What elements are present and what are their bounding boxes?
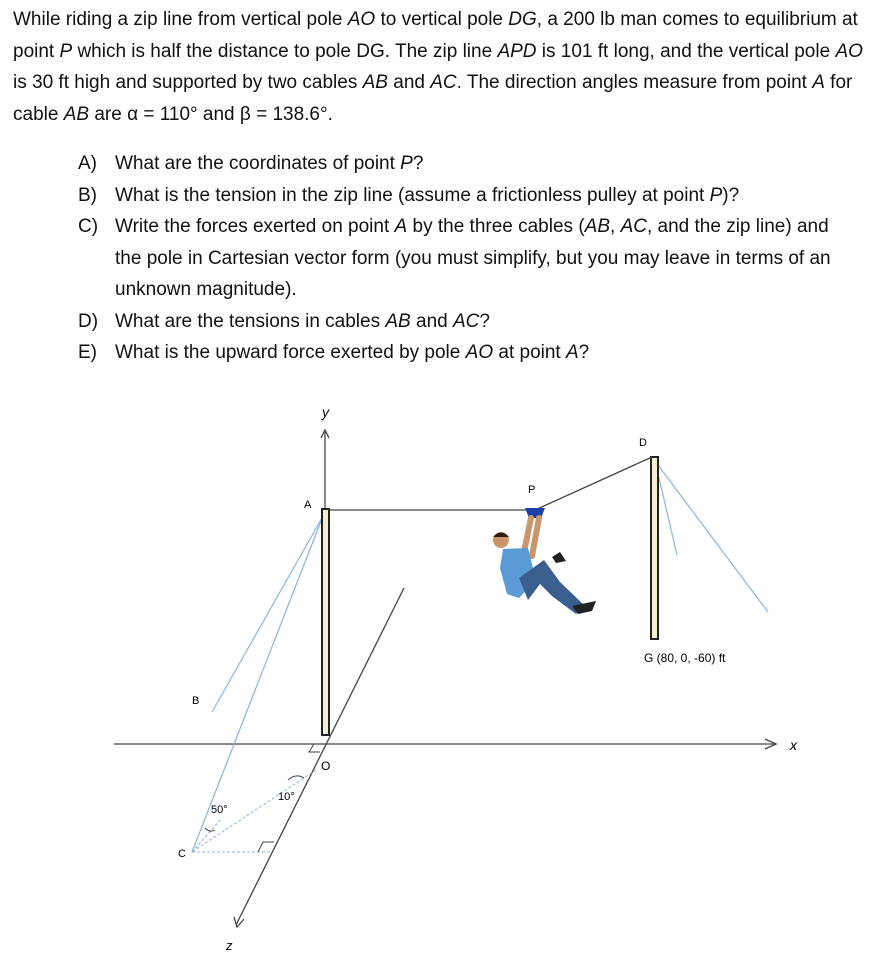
text-segment: and (387, 72, 431, 93)
question-label: E) (78, 342, 97, 363)
text-segment: ? (578, 342, 590, 363)
text-segment: What are the tensions in cables (115, 310, 386, 332)
italic-term: AC (453, 310, 480, 332)
rider (493, 508, 596, 614)
italic-term: A (812, 72, 825, 93)
dashed-tick (192, 818, 222, 852)
question-label: A) (78, 153, 97, 174)
text-segment: What are the coordinates of point (115, 153, 401, 174)
x-axis-label: x (790, 737, 797, 753)
italic-term: P (400, 153, 413, 174)
point-label-g: G (80, 0, -60) ft (644, 651, 726, 665)
text-segment: at point (493, 342, 566, 363)
rider-hair (493, 533, 509, 538)
question-label: B) (78, 184, 97, 206)
problem-statement (13, 4, 863, 130)
cable-ac (192, 516, 323, 852)
pole-ao (322, 509, 329, 735)
point-label-o: O (321, 759, 331, 773)
text-segment: Write the forces exerted on point (115, 216, 395, 237)
text-segment: is 101 ft long, and the vertical pole (536, 40, 836, 62)
text-segment: . The direction angles measure from point (456, 72, 813, 93)
text-segment: ? (412, 153, 424, 174)
zip-line-pd (535, 457, 652, 510)
italic-term: AB (385, 310, 411, 332)
italic-term: A (565, 342, 579, 363)
italic-term: DG (508, 9, 537, 30)
point-label-c: C (178, 848, 186, 860)
text-segment: , a 200 lb man comes to equilibrium at point (13, 9, 858, 62)
text-segment: by the three cables ( (407, 216, 585, 237)
italic-term: APD (497, 40, 537, 62)
text-segment: and (410, 310, 453, 332)
point-label-a: A (304, 499, 312, 511)
z-axis-label: z (226, 938, 233, 953)
question-item (78, 180, 838, 212)
text-segment: is 30 ft high and supported by two cables (13, 72, 363, 93)
italic-term: AB (362, 72, 388, 93)
question-item (78, 306, 838, 338)
italic-term: P (709, 184, 723, 206)
question-label: C) (78, 216, 99, 237)
text-segment: which is half the distance to pole DG. The zip line (72, 40, 498, 62)
italic-term: P (59, 40, 73, 62)
question-item (78, 148, 838, 180)
angle-arc-50 (205, 828, 215, 831)
text-segment: , and the zip line) and the pole in Cartesian vector form (you must simplify, but you may leave in terms of an unknown magnitude). (115, 216, 831, 300)
point-label-p: P (528, 484, 536, 496)
italic-term: A (394, 216, 408, 237)
question-list (78, 148, 838, 369)
text-segment: , (610, 216, 621, 237)
text-segment: for cable (13, 72, 853, 125)
point-label-d: D (639, 437, 647, 449)
cable-dg-right (655, 461, 768, 612)
text-segment: While riding a zip line from vertical pole (13, 9, 348, 30)
z-axis (236, 588, 404, 925)
point-label-b: B (192, 695, 200, 707)
cable-ab (212, 516, 323, 712)
pole-dg (651, 457, 658, 639)
italic-term: AO (347, 9, 376, 30)
text-segment: to vertical pole (375, 9, 509, 30)
y-axis-label: y (322, 404, 329, 420)
question-label: D) (78, 310, 99, 332)
angle-label-50: 50° (211, 804, 228, 816)
text-segment: )? (722, 184, 740, 206)
text-segment: ? (479, 310, 490, 332)
italic-term: AO (465, 342, 494, 363)
text-segment: What is the upward force exerted by pole (115, 342, 466, 363)
right-angle-marker-o (309, 744, 320, 752)
italic-term: AC (620, 216, 647, 237)
italic-term: AO (835, 40, 863, 62)
question-item (78, 337, 838, 369)
question-item (78, 211, 838, 306)
zip-line-figure (0, 380, 877, 953)
italic-term: AB (584, 216, 611, 237)
right-angle-marker-c (258, 842, 274, 852)
text-segment: What is the tension in the zip line (assume a frictionless pulley at point (115, 184, 710, 206)
italic-term: AC (430, 72, 457, 93)
text-segment: are α = 110° and β = 138.6°. (89, 103, 333, 125)
angle-label-10: 10° (278, 791, 295, 803)
pulley (525, 508, 545, 518)
italic-term: AB (63, 103, 90, 125)
